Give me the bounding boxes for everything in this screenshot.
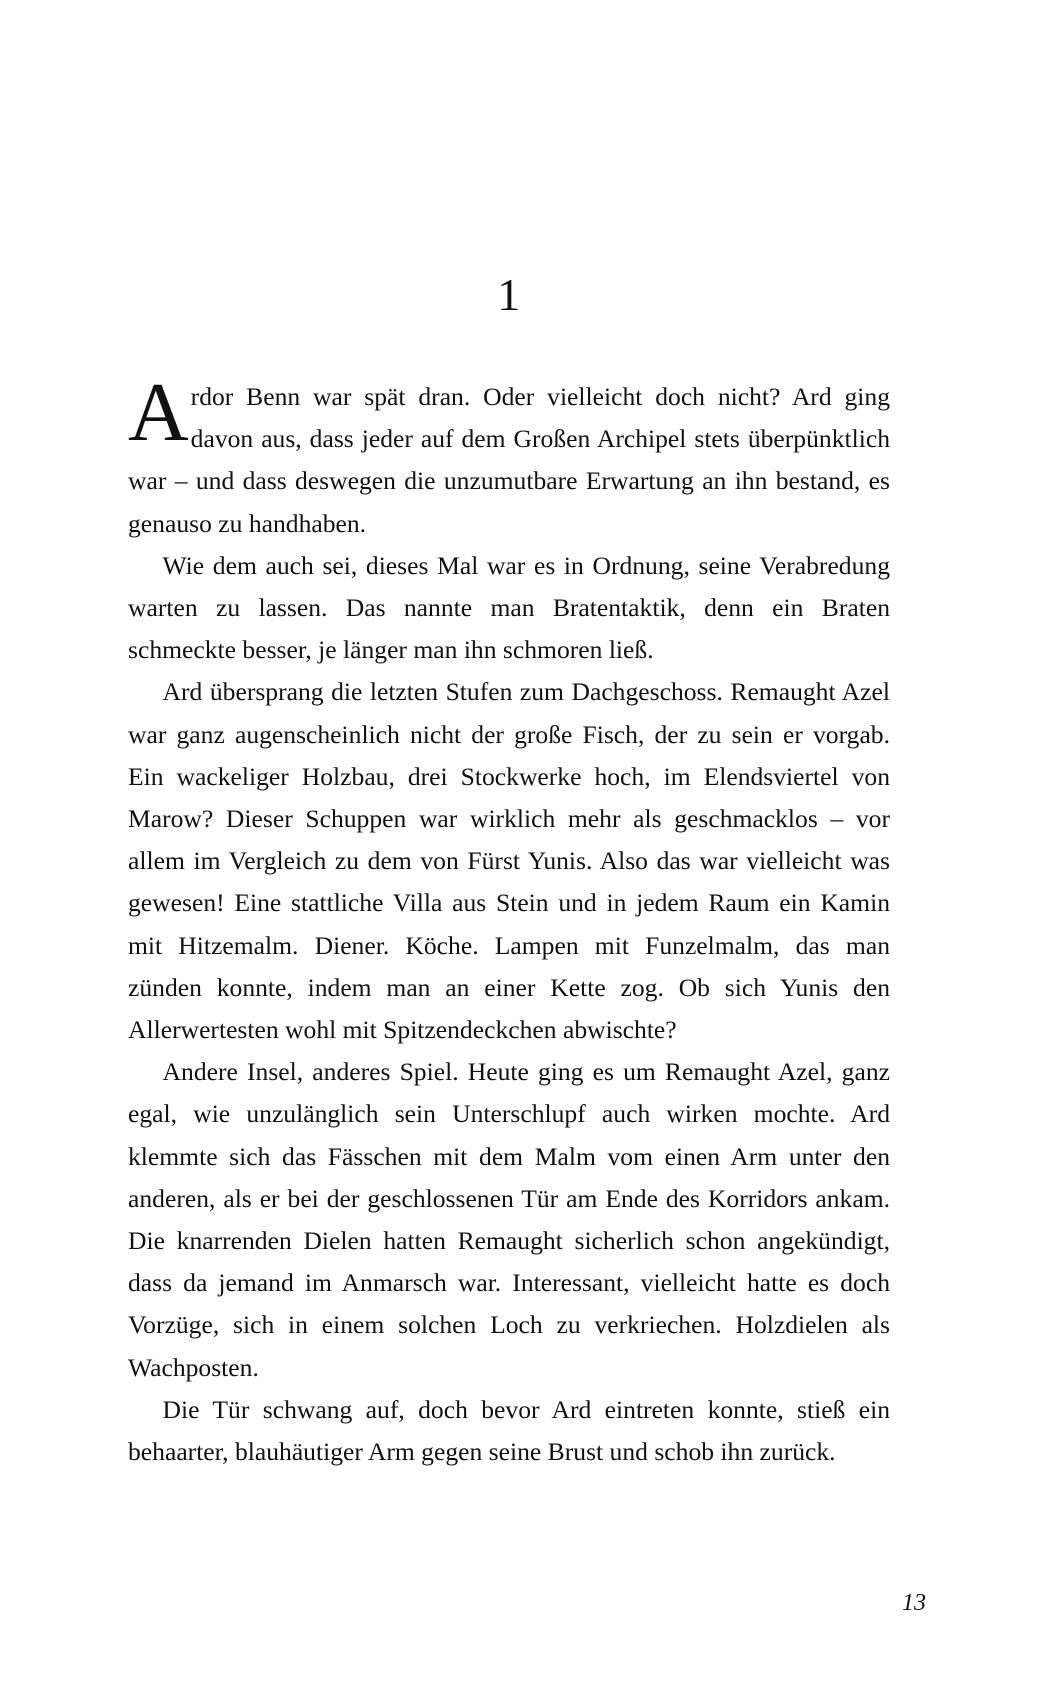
paragraph-2: Wie dem auch sei, dieses Mal war es in Ordnung, seine Verabredung warten zu lassen. Das nannte man Bratentaktik, denn ein Braten schmeckte besser, je länger man ihn schmoren ließ. bbox=[128, 550, 890, 665]
paragraph-5: Die Tür schwang auf, doch bevor Ard eintreten konnte, stieß ein behaarter, blauhäutiger Arm gegen seine Brust und schob ihn zurück. bbox=[128, 1394, 890, 1467]
page-text-block bbox=[128, 0, 890, 1473]
body-text bbox=[128, 366, 890, 1473]
paragraph-4: Andere Insel, anderes Spiel. Heute ging es um Remaught Azel, ganz egal, wie unzulänglich sein Unterschlupf auch wirken mochte. Ard klemmte sich das Fässchen mit dem Malm vom einen Arm unter den anderen, als er bei der geschlossenen Tür am Ende des Korridors ankam. Die knarrenden Dielen hatten Remaught sicherlich schon angekündigt, dass da jemand im Anmarsch war. Interessant, vielleicht hatte es doch Vorzüge, sich in einem solchen Loch zu verkriechen. Holzdielen als Wachposten. bbox=[128, 1057, 890, 1382]
paragraph-1: Ardor Benn war spät dran. Oder vielleicht doch nicht? Ard ging davon aus, dass jeder auf dem Großen Archipel stets überpünktlich war – und dass deswegen die unzumutbare Erwartung an ihn bestand, es genauso zu handhaben. bbox=[128, 366, 890, 538]
chapter-number: 1 bbox=[497, 269, 521, 320]
page-number: 13 bbox=[902, 1590, 926, 1616]
paragraph-3: Ard übersprang die letzten Stufen zum Dachgeschoss. Remaught Azel war ganz augenscheinlich nicht der große Fisch, der zu sein er vorgab. Ein wackeliger Holzbau, drei Stockwerke hoch, im Elendsviertel von Marow? Dieser Schuppen war wirklich mehr als geschmacklos – vor allem im Vergleich zu dem von Fürst Yunis. Also das war vielleicht was gewesen! Eine stattliche Villa aus Stein und in jedem Raum ein Kamin mit Hitzemalm. Diener. Köche. Lampen mit Funzelmalm, das man zünden konnte, indem man an einer Kette zog. Ob sich Yunis den Allerwertesten wohl mit Spitzendeckchen abwischte? bbox=[128, 677, 890, 1045]
